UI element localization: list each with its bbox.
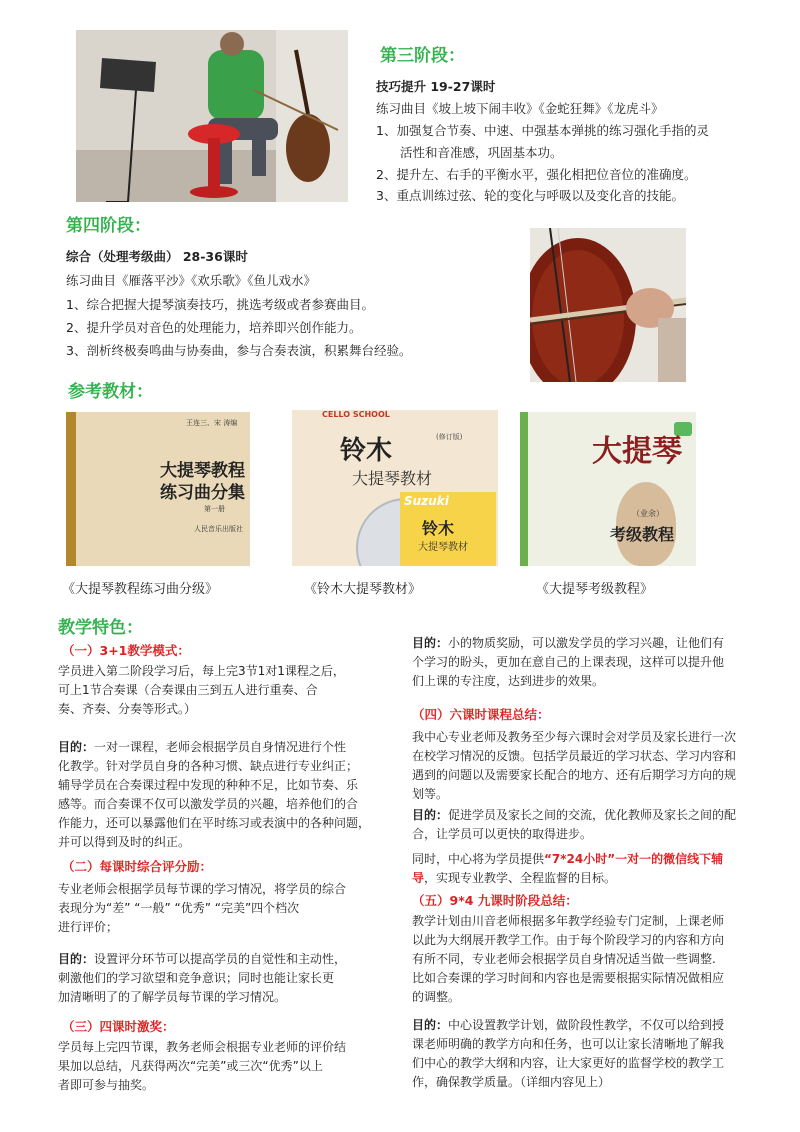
book1-title-1: 大提琴教程: [160, 461, 245, 481]
s4-extra-post: ，实现专业教学、全程监督的目标。: [424, 871, 617, 885]
s4-extra-highlight: “7*24小时”一对一的微信线下辅: [544, 852, 724, 866]
s2-purpose-line: 刺激他们的学习欲望和竞争意识；同时也能让家长更: [58, 971, 335, 985]
s5-body-line: 比如合奏课的学习时间和内容也是需要根据实际情况做相应: [412, 971, 725, 985]
stage4-item-3: 3、剖析终极奏鸣曲与协奏曲，参与合奏表演，积累舞台经验。: [66, 343, 412, 358]
book2-series: CELLO SCHOOL: [322, 410, 390, 419]
s5-purpose-line: 课老师明确的教学方向和任务，也可以让家长清晰地了解我: [412, 1037, 725, 1051]
s1-purpose-line: 作能力，还可以暴露他们在平时练习或表演中的各种问题，: [58, 816, 371, 830]
s5-purpose-label: 目的：: [412, 1018, 449, 1032]
s3-purpose-line: 小的物质奖励，可以激发学员的学习兴趣，让他们有: [448, 636, 725, 650]
s5-purpose: [412, 1016, 762, 1092]
stage3-item-2: 2、提升左、右手的平衡水平，强化相把位音位的准确度。: [376, 167, 697, 182]
s5-body-line: 以此为大纲展开教学工作。由于每个阶段学习的内容和方向: [412, 933, 725, 947]
s5-purpose-line: 中心设置教学计划，做阶段性教学，不仅可以给到授: [448, 1018, 725, 1032]
book2-edition: (修订版): [436, 433, 463, 441]
s4-body-line: 在校学习情况的反馈。包括学员最近的学习状态、学习内容和: [412, 749, 737, 763]
s2-purpose-label: 目的：: [58, 952, 95, 966]
s1-title: （一）3+1教学模式：: [62, 643, 190, 658]
book1-author: 王连三、宋 涛编: [186, 419, 238, 427]
s5-body: [412, 912, 762, 1007]
book1-title-2: 练习曲分集: [160, 483, 245, 503]
s2-body-line: 进行评价；: [58, 920, 119, 934]
book3-title: 大提琴: [592, 434, 682, 469]
stage4-heading: 第四阶段：: [66, 216, 151, 236]
book3-caption: 《大提琴考级教程》: [536, 582, 654, 597]
cello-player-photo: [76, 30, 348, 202]
s3-purpose-label: 目的：: [412, 636, 449, 650]
s4-extra-pre: 同时，中心将为学员提供: [412, 852, 545, 866]
stage3-item-1b: 活性和音准感，巩固基本功。: [400, 145, 563, 160]
s1-purpose-line: 并可以得到及时的纠正。: [58, 835, 191, 849]
s3-body: [58, 1038, 398, 1095]
s4-extra: [412, 850, 762, 888]
s4-purpose-line: 促进学员及家长之间的交流，优化教师及家长之间的配: [448, 808, 737, 822]
s1-purpose-line: 化教学。针对学员自身的各种习惯、缺点进行专业纠正；: [58, 759, 359, 773]
book2-cd-title-2: 大提琴教材: [418, 542, 468, 553]
book3-band: [520, 412, 528, 566]
stage3-heading: 第三阶段：: [380, 46, 465, 66]
s2-body-line: 表现分为“差” “一般” “优秀” “完美”四个档次: [58, 901, 300, 915]
s4-purpose: [412, 806, 762, 844]
s3-purpose-line: 们上课的专注度，达到进步的效果。: [412, 674, 605, 688]
stage4-item-2: 2、提升学员对音色的处理能力，培养即兴创作能力。: [66, 320, 362, 335]
book1-cover: [66, 412, 250, 566]
s2-title: （二）每课时综合评分励：: [62, 859, 213, 874]
s1-purpose: [58, 738, 398, 852]
book2-suzuki: Suzuki: [404, 494, 449, 508]
s2-purpose-line: 加清晰明了的了解学员每节课的学习情况。: [58, 990, 287, 1004]
refs-heading: 参考教材：: [68, 382, 153, 402]
s3-body-line: 果加以总结，凡获得两次“完美”或三次“优秀”以上: [58, 1059, 323, 1073]
book3-cover: [520, 412, 696, 566]
s1-purpose-line: 辅导学员在合奏课过程中发现的种种不足，比如节奏、乐: [58, 778, 359, 792]
cello-bow-closeup-photo: [530, 228, 686, 382]
s3-body-line: 者即可参与抽奖。: [58, 1078, 155, 1092]
s1-body-line: 可上1节合奏课（合奏课由三到五人进行重奏、合: [58, 683, 318, 697]
s4-body-line: 遇到的问题以及需要家长配合的地方、还有后期学习方向的规: [412, 768, 737, 782]
s1-body-line: 奏、齐奏、分奏等形式。）: [58, 702, 197, 716]
book3-subtitle: 考级教程: [610, 525, 675, 544]
s4-body: [412, 728, 762, 804]
stage4-item-1: 1、综合把握大提琴演奏技巧，挑选考级或者参赛曲目。: [66, 297, 374, 312]
s3-body-line: 学员每上完四节课，教务老师会根据专业老师的评价结: [58, 1040, 347, 1054]
stage4-pieces: 练习曲目《雁落平沙》《欢乐歌》《鱼儿戏水》: [66, 273, 317, 288]
s1-purpose-line: 一对一课程，老师会根据学员自身情况进行个性: [94, 740, 347, 754]
book1-publisher: 人民音乐出版社: [194, 525, 243, 533]
stage3-item-3: 3、重点训练过弦、轮的变化与呼吸以及变化音的技能。: [376, 188, 684, 203]
book2-title-1: 铃木: [340, 436, 393, 466]
s4-title: （四）六课时课程总结：: [412, 707, 550, 722]
s2-body: [58, 880, 398, 937]
s1-body: [58, 662, 398, 719]
s5-body-line: 教学计划由川音老师根据多年教学经验专门定制，上课老师: [412, 914, 725, 928]
s1-body-line: 学员进入第二阶段学习后，每上完3节1对1课程之后，: [58, 664, 345, 678]
s3-title: （三）四课时激奖：: [62, 1019, 175, 1034]
book2-cover: [292, 410, 498, 566]
stage3-item-1: 1、加强复合节奏、中速、中强基本弹挑的练习强化手指的灵: [376, 123, 709, 138]
stage4-subtitle: 综合（处理考级曲） 28-36课时: [66, 249, 248, 264]
s1-purpose-label: 目的：: [58, 740, 95, 754]
s5-purpose-line: 们中心的教学大纲和内容，让大家更好的监督学校的教学工: [412, 1056, 725, 1070]
s2-purpose-line: 设置评分环节可以提高学员的自觉性和主动性，: [94, 952, 347, 966]
book3-amateur: （业余）: [632, 509, 664, 518]
book2-cd-title-1: 铃木: [422, 519, 455, 538]
features-heading: 教学特色：: [58, 618, 143, 638]
s4-purpose-label: 目的：: [412, 808, 449, 822]
s5-body-line: 有所不同，专业老师会根据学员自身情况适当做一些调整.: [412, 952, 716, 966]
s4-body-line: 我中心专业老师及教务至少每六课时会对学员及家长进行一次: [412, 730, 737, 744]
book1-caption: 《大提琴教程练习曲分级》: [62, 582, 219, 597]
s1-purpose-line: 感等。而合奏课不仅可以激发学员的兴趣，培养他们的合: [58, 797, 359, 811]
book1-volume: 第一册: [204, 505, 225, 513]
s4-purpose-line: 合，让学员可以更快的取得进步。: [412, 827, 593, 841]
s2-body-line: 专业老师会根据学员每节课的学习情况，将学员的综合: [58, 882, 347, 896]
s2-purpose: [58, 950, 398, 1007]
s5-title: （五）9*4 九课时阶段总结：: [412, 893, 578, 908]
s3-purpose: [412, 634, 762, 691]
book2-title-2: 大提琴教材: [352, 469, 433, 488]
s4-body-line: 划等。: [412, 787, 449, 801]
s4-extra-highlight-2: 导: [412, 871, 425, 885]
book2-caption: 《铃木大提琴教材》: [304, 582, 422, 597]
s5-purpose-line: 作，确保教学质量。（详细内容见上）: [412, 1075, 611, 1089]
s3-purpose-line: 个学习的盼头，更加在意自己的上课表现，这样可以提升他: [412, 655, 725, 669]
s5-body-line: 的调整。: [412, 990, 461, 1004]
stage3-subtitle: 技巧提升 19-27课时: [376, 79, 496, 94]
stage3-pieces: 练习曲目《坡上坡下闹丰收》《金蛇狂舞》《龙虎斗》: [376, 101, 664, 116]
